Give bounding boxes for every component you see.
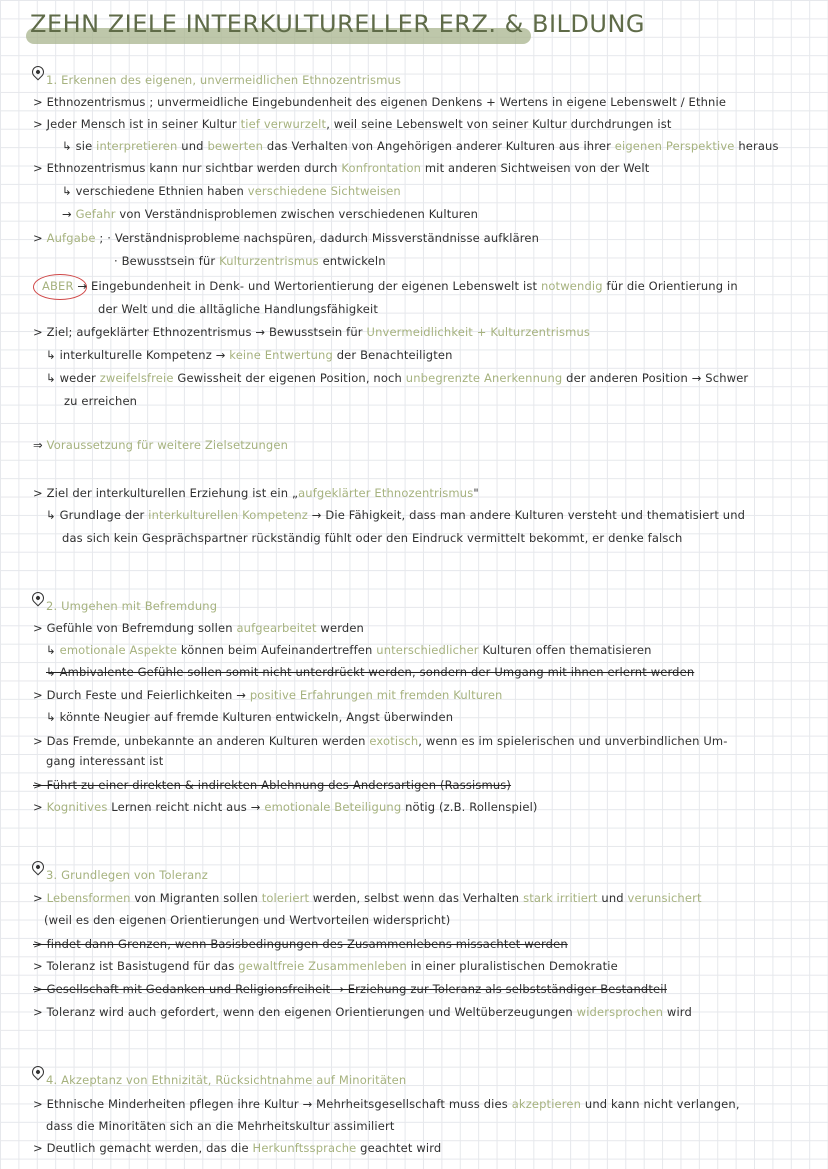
s1-line-10: der Welt und die alltägliche Handlungsfähigkeit [98, 302, 378, 316]
s2-line-7: gang interessant ist [46, 754, 164, 768]
s4-line-1: > Ethnische Minderheiten pflegen ihre Kultur → Mehrheitsgesellschaft muss dies akzeptieren und kann nicht verlangen, [33, 1097, 740, 1111]
s1-line-9: ABER → Eingebundenheit in Denk- und Wertorientierung der eigenen Lebenswelt ist notwendig für die Orientierung in [42, 279, 738, 293]
pin-icon [30, 590, 47, 607]
section-4-heading: 4. Akzeptanz von Ethnizität, Rücksichtnahme auf Minoritäten [46, 1073, 407, 1087]
s1-line-3: ↳ sie interpretieren und bewerten das Verhalten von Angehörigen anderer Kulturen aus ihrer eigenen Perspektive heraus [62, 139, 779, 153]
s1-line-14: zu erreichen [64, 394, 138, 408]
s1-line-5: ↳ verschiedene Ethnien haben verschiedene Sichtweisen [62, 184, 401, 198]
s1-line-8: · Bewusstsein für Kulturzentrismus entwickeln [114, 254, 386, 268]
s1-line-6: → Gefahr von Verständnisproblemen zwischen verschiedenen Kulturen [62, 207, 479, 221]
s3-line-6: > Toleranz wird auch gefordert, wenn den eigenen Orientierungen und Weltüberzeugungen widersprochen wird [33, 1005, 692, 1019]
s1-line-7: > Aufgabe ; · Verständnisprobleme nachspüren, dadurch Missverständnisse aufklären [33, 231, 540, 245]
page-title: ZEHN ZIELE INTERKULTURELLER ERZ. & BILDUNG [30, 10, 646, 38]
s1-line-4: > Ethnozentrismus kann nur sichtbar werden durch Konfrontation mit anderen Sichtweisen von der Welt [33, 161, 650, 175]
s1-line-2: > Jeder Mensch ist in seiner Kultur tief verwurzelt, weil seine Lebenswelt von seiner Kultur durchdrungen ist [33, 117, 672, 131]
pin-icon [30, 1064, 47, 1081]
s2-line-3-struck: ↳ Ambivalente Gefühle sollen somit nicht unterdrückt werden, sondern der Umgang mit ihnen erlernt werden [46, 665, 695, 679]
mid-line-2: > Ziel der interkulturellen Erziehung ist ein „aufgeklärter Ethnozentrismus" [33, 486, 479, 500]
s2-line-8-struck: > Führt zu einer direkten & indirekten Ablehnung des Andersartigen (Rassismus) [33, 778, 512, 792]
s1-line-11: > Ziel; aufgeklärter Ethnozentrismus → Bewusstsein für Unvermeidlichkeit + Kulturzentrismus [33, 325, 591, 339]
s4-line-3: > Deutlich gemacht werden, das die Herkunftssprache geachtet wird [33, 1141, 442, 1155]
mid-line-4: das sich kein Gesprächspartner rückständig fühlt oder den Eindruck vermittelt bekommt, er denke falsch [62, 531, 683, 545]
section-1-heading: 1. Erkennen des eigenen, unvermeidlichen Ethnozentrismus [46, 73, 402, 87]
s2-line-4: > Durch Feste und Feierlichkeiten → positive Erfahrungen mit fremden Kulturen [33, 688, 503, 702]
s2-line-2: ↳ emotionale Aspekte können beim Aufeinandertreffen unterschiedlicher Kulturen offen thematisieren [46, 643, 652, 657]
s1-line-13: ↳ weder zweifelsfreie Gewissheit der eigenen Position, noch unbegrenzte Anerkennung der anderen Position → Schwer [46, 371, 749, 385]
pin-icon [30, 859, 47, 876]
s4-line-2: dass die Minoritäten sich an die Mehrheitskultur assimiliert [46, 1119, 395, 1133]
s3-line-4: > Toleranz ist Basistugend für das gewaltfreie Zusammenleben in einer pluralistischen Demokratie [33, 959, 618, 973]
section-3-heading: 3. Grundlegen von Toleranz [46, 868, 208, 882]
pin-icon [30, 64, 47, 81]
section-2-heading: 2. Umgehen mit Befremdung [46, 599, 218, 613]
s3-line-2: (weil es den eigenen Orientierungen und Wertvorteilen widerspricht) [44, 913, 451, 927]
s3-line-3-struck: > findet dann Grenzen, wenn Basisbedingungen des Zusammenlebens missachtet werden [33, 937, 568, 951]
s2-line-1: > Gefühle von Befremdung sollen aufgearbeitet werden [33, 621, 364, 635]
s2-line-9: > Kognitives Lernen reicht nicht aus → emotionale Beteiligung nötig (z.B. Rollenspiel) [33, 800, 538, 814]
mid-line-3: ↳ Grundlage der interkulturellen Kompetenz → Die Fähigkeit, dass man andere Kulturen versteht und thematisiert und [46, 508, 746, 522]
s2-line-5: ↳ könnte Neugier auf fremde Kulturen entwickeln, Angst überwinden [46, 710, 454, 724]
title-block [30, 10, 645, 38]
s1-line-12: ↳ interkulturelle Kompetenz → keine Entwertung der Benachteiligten [46, 348, 453, 362]
mid-line-1: ⇒ Voraussetzung für weitere Zielsetzungen [33, 438, 289, 452]
s1-line-1: > Ethnozentrismus ; unvermeidliche Eingebundenheit des eigenen Denkens + Wertens in eigene Lebenswelt / Ethnie [33, 95, 727, 109]
s3-line-1: > Lebensformen von Migranten sollen toleriert werden, selbst wenn das Verhalten stark irritiert und verunsichert [33, 891, 702, 905]
s3-line-5-struck: > Gesellschaft mit Gedanken und Religionsfreiheit → Erziehung zur Toleranz als selbstständiger Bestandteil [33, 982, 667, 996]
s2-line-6: > Das Fremde, unbekannte an anderen Kulturen werden exotisch, wenn es im spielerischen und unverbindlichen Um- [33, 734, 728, 748]
